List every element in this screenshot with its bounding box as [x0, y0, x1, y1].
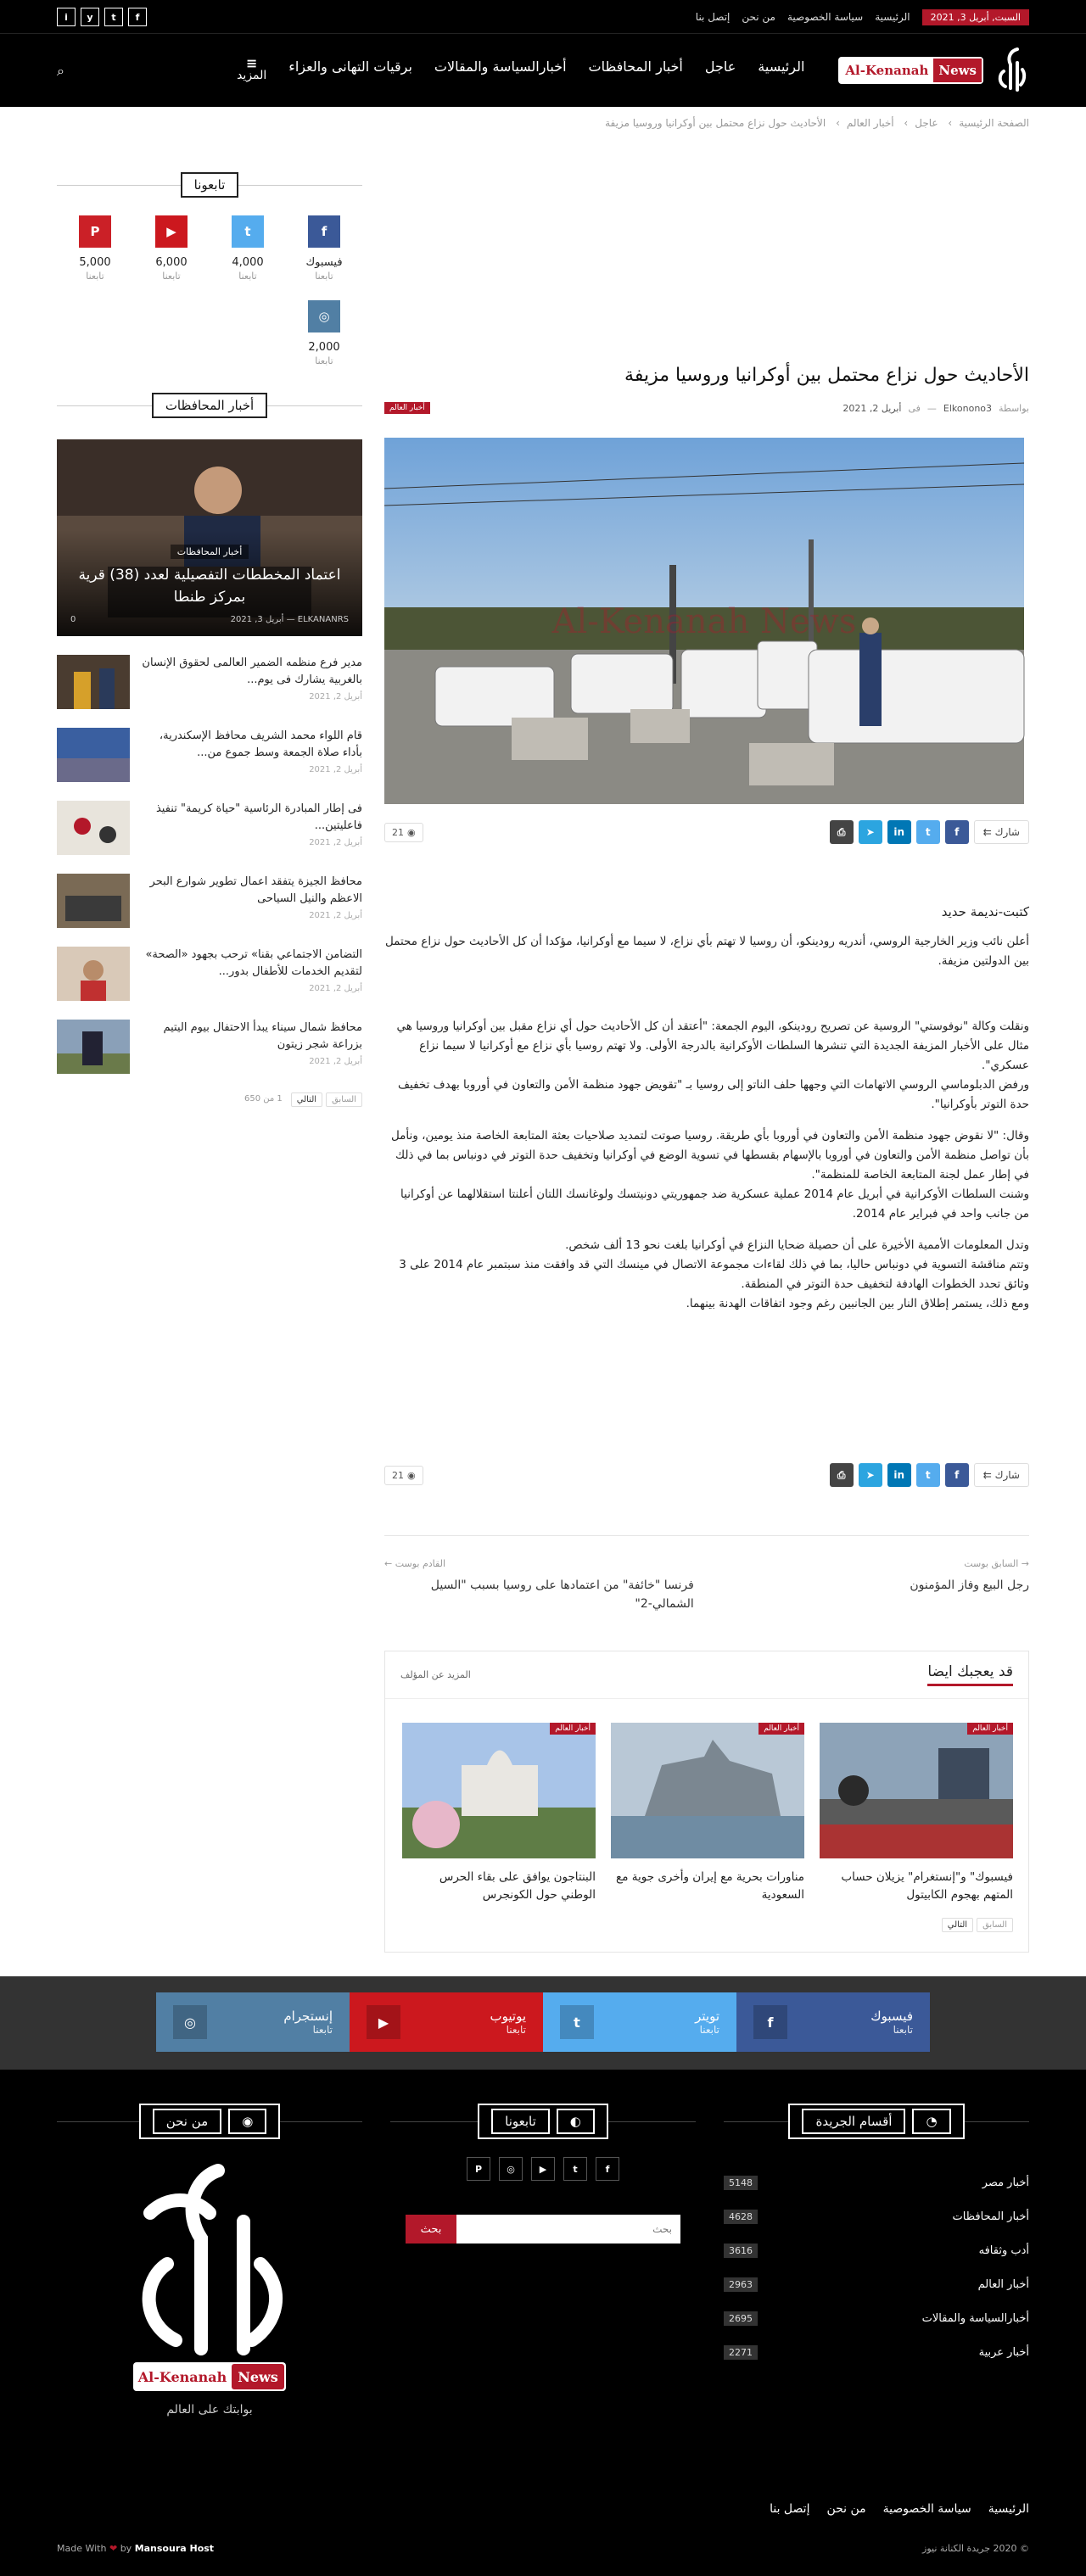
share-facebook-icon[interactable]: f [945, 1463, 969, 1487]
facebook-icon[interactable]: f [596, 2157, 619, 2181]
pinterest-icon: P [79, 215, 111, 248]
footer-tagline: بوابتك على العالم [166, 2403, 253, 2417]
site-logo[interactable] [838, 46, 1029, 95]
footer-category[interactable]: أخبار عربية 2271 [724, 2335, 1029, 2369]
main-nav [237, 55, 805, 82]
footer-category[interactable]: أخبارالسياسة والمقالات 2695 [724, 2301, 1029, 2335]
sidebar [57, 134, 362, 1107]
pager-next-button[interactable]: التالي [291, 1092, 322, 1107]
post-navigation [384, 1535, 1029, 1613]
views-count: ◉ 21 [384, 823, 423, 842]
pager-next-button[interactable]: التالي [942, 1918, 973, 1932]
footer-logo[interactable] [57, 2162, 362, 2417]
footer-category[interactable]: أدب وثقافه 3616 [724, 2233, 1029, 2267]
twitter-icon[interactable]: t [563, 2157, 587, 2181]
list-thumb [57, 947, 130, 1001]
article-byline: كتبت-نديمة حديد [941, 904, 1029, 919]
made-with: Made With ❤ by Mansoura Host [57, 2543, 215, 2554]
list-thumb [57, 801, 130, 855]
search-input[interactable] [456, 2215, 680, 2244]
share-facebook-icon[interactable]: f [945, 820, 969, 844]
gov-widget-title: أخبار المحافظات [57, 390, 362, 421]
instagram-icon[interactable]: i [57, 8, 76, 26]
side-pager [57, 1092, 362, 1107]
date-badge: السبت, أبريل 3, 2021 [922, 9, 1029, 25]
pager-info: 1 من 650 [244, 1094, 283, 1104]
nav-politics[interactable]: أخبارالسياسة والمقالات [434, 59, 567, 75]
top-bar-links [696, 9, 1029, 25]
footer-follow-twitter[interactable]: تويتر تابعنا t [543, 1992, 736, 2052]
footer-follow: ◐ تابعونا f t ▶ ◎ P بحث بحث [390, 2106, 696, 2244]
share-twitter-icon[interactable]: t [916, 820, 940, 844]
arrow-left-icon: ← [384, 1558, 393, 1569]
article-paragraph: أعلن نائب وزير الخارجية الروسي، أندريه رودينكو، أن روسيا لا تهتم بأي نزاع، لا سيما مع أوكرانيا، مؤكدا أن كل الأحاديث حول نزاع محتمل بين الدولتين مزيفة. [384, 935, 1029, 968]
views-count: ◉ 21 [384, 1466, 423, 1485]
main-header [0, 34, 1086, 107]
top-social [57, 8, 147, 26]
logo-wordmark [838, 57, 983, 84]
footer-nav [770, 2502, 1029, 2516]
crumb-home[interactable]: الصفحة الرئيسية [959, 117, 1029, 129]
share-bar-bottom [384, 1461, 1029, 1489]
list-item[interactable]: التضامن الاجتماعي بقنا» ترحب بجهود «الصحة» لتقديم الخدمات للأطفال بدور... أبريل 2, 2021 [57, 947, 362, 1001]
menu-icon: ≡ [245, 55, 258, 71]
top-link-privacy[interactable]: سياسة الخصوصية [787, 11, 864, 23]
info-icon: ◉ [228, 2109, 266, 2134]
youtube-icon[interactable]: ▶ [531, 2157, 555, 2181]
page-layout [57, 134, 1029, 1930]
top-link-home[interactable]: الرئيسية [875, 11, 910, 23]
nav-more[interactable]: ≡ المزيد [237, 55, 267, 82]
svg-text:News: News [238, 2369, 278, 2385]
share-twitter-icon[interactable]: t [916, 1463, 940, 1487]
list-item[interactable]: محافظ شمال سيناء يبدأ الاحتفال بيوم اليتيم بزراعة شجر زيتون أبريل 2, 2021 [57, 1020, 362, 1074]
follow-widget-title: تابعونا [57, 170, 362, 200]
crumb-breaking[interactable]: عاجل [915, 117, 938, 129]
follow-instagram[interactable]: ◎ 2,000 تابعنا [286, 300, 362, 366]
youtube-icon: ▶ [367, 2005, 400, 2039]
follow-pinterest[interactable]: P 5,000 تابعنا [57, 215, 133, 282]
eye-icon: ◉ [407, 1469, 416, 1481]
top-bar [0, 0, 1086, 34]
eye-icon: ◉ [407, 826, 416, 838]
comments-count: 0 [70, 615, 76, 624]
search-icon[interactable]: ⌕ [57, 63, 64, 79]
print-icon[interactable]: ⎙ [830, 820, 854, 844]
post-date: أبريل 2, 2021 [842, 402, 902, 414]
next-post[interactable]: القادم بوست ← فرنسا "خائفة" من اعتمادها على روسيا بسبب "السيل الشمالي-2" [384, 1558, 694, 1611]
related-card[interactable]: أخبار العالم مناورات بحرية مع إيران وأخرى جوية مع السعودية [611, 1723, 804, 1904]
footer-follow-facebook[interactable]: فيسبوك تابعنا f [736, 1992, 930, 2052]
pinterest-icon[interactable]: P [467, 2157, 490, 2181]
share-telegram-icon[interactable]: ➤ [859, 1463, 882, 1487]
logo-news: News [933, 59, 982, 82]
article-body [384, 902, 1029, 1326]
footer-search [406, 2215, 680, 2244]
article-paragraph: ونقلت وكالة "نوفوستي" الروسية عن تصريح رودينكو، اليوم الجمعة: "أعتقد أن كل الأحاديث حول أي نزاع مقبل بين أوكرانيا وروسيا هي مثال على الأخبار المزيفة الجديدة التي تنشرها السلطات الأوكرانية بالدرجة الأولى. ولا تهتم روسيا بأي نزاع مع أوكرانيا لا سيما نزاع عسكري". ورفض الدبلوماسي الروسي الاتهامات التي وجهها حلف الناتو إلى روسيا بـ "تقويض جهود منظمة الأمن والتعاون في أوروبا بهدف تخفيف حدة التوتر بأوكرانيا". [396, 1020, 1029, 1111]
list-thumb [57, 1020, 130, 1074]
footer-calligraphy-icon [116, 2162, 303, 2391]
twitter-icon: t [560, 2005, 594, 2039]
related-title: قد يعجبك ايضا [927, 1663, 1013, 1686]
footer-social-bar [0, 1976, 1086, 2070]
facebook-icon[interactable]: f [128, 8, 147, 26]
share-label[interactable]: شارك ⇇ [974, 820, 1029, 844]
follow-twitter[interactable]: t 4,000 تابعنا [210, 215, 286, 282]
logo-calligraphy-icon [992, 46, 1029, 95]
featured-side-post[interactable]: أخبار المحافظات اعتماد المخططات التفصيلية لعدد (38) قرية بمركز طنطا ELKANANRS — أبريل 3, 2021 0 [57, 439, 362, 636]
related-pager [385, 1904, 1028, 1932]
footer-link-contact[interactable]: إتصل بنا [770, 2502, 810, 2516]
list-thumb [57, 728, 130, 782]
facebook-icon: f [308, 215, 340, 248]
list-thumb [57, 874, 130, 928]
related-posts [384, 1651, 1029, 1953]
nav-condolences[interactable]: برقيات التهانى والعزاء [288, 59, 412, 75]
instagram-icon: ◎ [308, 300, 340, 332]
list-item[interactable]: فى إطار المبادرة الرئاسية "حياة كريمة" تنفيذ فاعليتين... أبريل 2, 2021 [57, 801, 362, 855]
prev-post[interactable]: → السابق بوست رجل البيع وفاز المؤمنون [910, 1558, 1029, 1592]
user-icon: ◐ [557, 2109, 595, 2134]
related-card[interactable]: أخبار العالم البنتاجون يوافق على بقاء الحرس الوطني حول الكونجرس [402, 1723, 596, 1904]
copyright-text: © 2020 جريدة الكنانة نيوز [922, 2543, 1029, 2554]
footer-about: ◉ من نحن Al-Kenanah News بوابتك على العالم [57, 2106, 362, 2417]
arrow-right-icon: → [1021, 1558, 1029, 1569]
related-thumb [611, 1723, 804, 1858]
featured-photo [384, 438, 1024, 804]
post-meta: بواسطة Elkonono3 — فى أبريل 2, 2021 أخبار العالم [384, 402, 1029, 414]
related-thumb [820, 1723, 1013, 1858]
share-linkedin-icon[interactable]: in [887, 1463, 911, 1487]
instagram-icon: ◎ [173, 2005, 207, 2039]
more-from-author[interactable]: المزيد عن المؤلف [400, 1669, 471, 1680]
pager-prev-button[interactable]: السابق [326, 1092, 362, 1107]
print-icon[interactable]: ⎙ [830, 1463, 854, 1487]
gov-news-list [57, 655, 362, 1107]
post-title: الأحاديث حول نزاع محتمل بين أوكرانيا وروسيا مزيفة [624, 365, 1029, 386]
logo-en: Al-Kenanah [840, 59, 933, 82]
site-footer [0, 2070, 1086, 2576]
share-bar-top [384, 818, 1029, 847]
related-thumb [402, 1723, 596, 1858]
crumb-current: الأحاديث حول نزاع محتمل بين أوكرانيا وروسيا مزيفة [605, 117, 826, 129]
follow-facebook[interactable]: f فيسبوك تابعنا [286, 215, 362, 282]
breadcrumb: الصفحة الرئيسية› عاجل› أخبار العالم› الأحاديث حول نزاع محتمل بين أوكرانيا وروسيا مزيفة [605, 117, 1029, 129]
facebook-icon: f [753, 2005, 787, 2039]
footer-link-home[interactable]: الرئيسية [988, 2502, 1029, 2516]
post-category-badge[interactable]: أخبار العالم [384, 402, 430, 414]
footer-follow-instagram[interactable]: إنستجرام تابعنا ◎ [156, 1992, 350, 2052]
list-item[interactable]: محافظ الجيزة يتفقد اعمال تطوير شوارع البحر الاعظم والنيل السياحى أبريل 2, 2021 [57, 874, 362, 928]
twitter-icon[interactable]: t [104, 8, 123, 26]
instagram-icon[interactable]: ◎ [499, 2157, 523, 2181]
follow-widget [57, 200, 362, 385]
footer-copyright-bar [57, 2543, 1029, 2554]
search-button[interactable]: بحث [406, 2215, 456, 2244]
list-item[interactable]: قام اللواء محمد الشريف محافظ الإسكندرية، بأداء صلاة الجمعة وسط جموع من... أبريل 2, 2021 [57, 728, 362, 782]
pager-prev-button[interactable]: السابق [977, 1918, 1013, 1932]
footer-link-about[interactable]: من نحن [826, 2502, 866, 2516]
list-item[interactable]: مدير فرع منظمه الضمير العالمى لحقوق الإنسان بالغربية يشارك فى يوم... أبريل 2, 2021 [57, 655, 362, 709]
featured-image [384, 438, 1024, 804]
image-watermark: Al-Kenanah News [551, 602, 857, 641]
crumb-world[interactable]: أخبار العالم [846, 117, 894, 129]
footer-category[interactable]: أخبار المحافظات 4628 [724, 2199, 1029, 2233]
related-card[interactable]: أخبار العالم فيسبوك" و"إنستغرام" يزيلان حساب المتهم بهجوم الكابيتول [820, 1723, 1013, 1904]
post-author[interactable]: Elkonono3 [943, 402, 993, 414]
share-linkedin-icon[interactable]: in [887, 820, 911, 844]
rss-icon: ◔ [912, 2109, 950, 2134]
article-paragraph: وتدل المعلومات الأممية الأخيرة على أن حصيلة ضحايا النزاع في أوكرانيا بلغت نحو 13 ألف شخص. وتتم مناقشة التسوية في دونباس حاليا، بما في ذلك لقاءات مجموعة الاتصال في مينسك التي قد وافقت منذ سبتمبر عام 2014 على 3 وثائق تحدد الخطوات الهادفة لتخفيف حدة التوتر في المنطقة. ومع ذلك، يستمر إطلاق النار بين الجانبين رغم وجود اتفاقات الهدنة بينهما. [399, 1238, 1029, 1310]
footer-categories: ◔ أقسام الجريدة أخبار مصر 5148 أخبار المحافظات 4628 أدب وثقافه 3616 أخبار العالم 2963 أخبارالسياسة والمقالات 2695 أخبار عربية 2271 [724, 2106, 1029, 2369]
footer-follow-youtube[interactable]: يوتيوب تابعنا ▶ [350, 1992, 543, 2052]
article-paragraph: وقال: "لا نقوض جهود منظمة الأمن والتعاون في أوروبا بأي طريقة. روسيا صوتت لتمديد صلاحيات بعثة المتابعة الخاصة منذ يومين، ونأمل بأن تواصل منظمة الأمن والتعاون في أوروبا بالإسهام بقسطها في تسوية الوضع في أوكرانيا وتخفيف حدة التوتر في دونباس بما في ذلك في إطار عمل لجنة المتابعة الخاصة للمنظمة". وشنت السلطات الأوكرانية في أبريل عام 2014 عملية عسكرية ضد جمهوريتي دونيتسك ولوغانسك اللتان أعلنتا استقلالهما عن أوكرانيا من جانب واحد في فبراير عام 2014. [390, 1129, 1029, 1221]
top-link-about[interactable]: من نحن [742, 11, 775, 23]
footer-category[interactable]: أخبار العالم 2963 [724, 2267, 1029, 2301]
youtube-icon[interactable]: y [81, 8, 99, 26]
list-thumb [57, 655, 130, 709]
follow-youtube[interactable]: ▶ 6,000 تابعنا [133, 215, 210, 282]
heart-icon: ❤ [109, 2543, 118, 2554]
share-telegram-icon[interactable]: ➤ [859, 820, 882, 844]
nav-home[interactable]: الرئيسية [758, 59, 805, 75]
footer-category[interactable]: أخبار مصر 5148 [724, 2165, 1029, 2199]
twitter-icon: t [232, 215, 264, 248]
youtube-icon: ▶ [155, 215, 188, 248]
nav-breaking[interactable]: عاجل [704, 59, 736, 75]
top-link-contact[interactable]: إتصل بنا [695, 11, 731, 23]
share-label[interactable]: شارك ⇇ [974, 1463, 1029, 1487]
host-link[interactable]: Mansoura Host [134, 2543, 215, 2554]
footer-link-privacy[interactable]: سياسة الخصوصية [882, 2502, 971, 2516]
svg-text:Al-Kenanah: Al-Kenanah [137, 2369, 227, 2385]
nav-governorates[interactable]: أخبار المحافظات [588, 59, 683, 75]
